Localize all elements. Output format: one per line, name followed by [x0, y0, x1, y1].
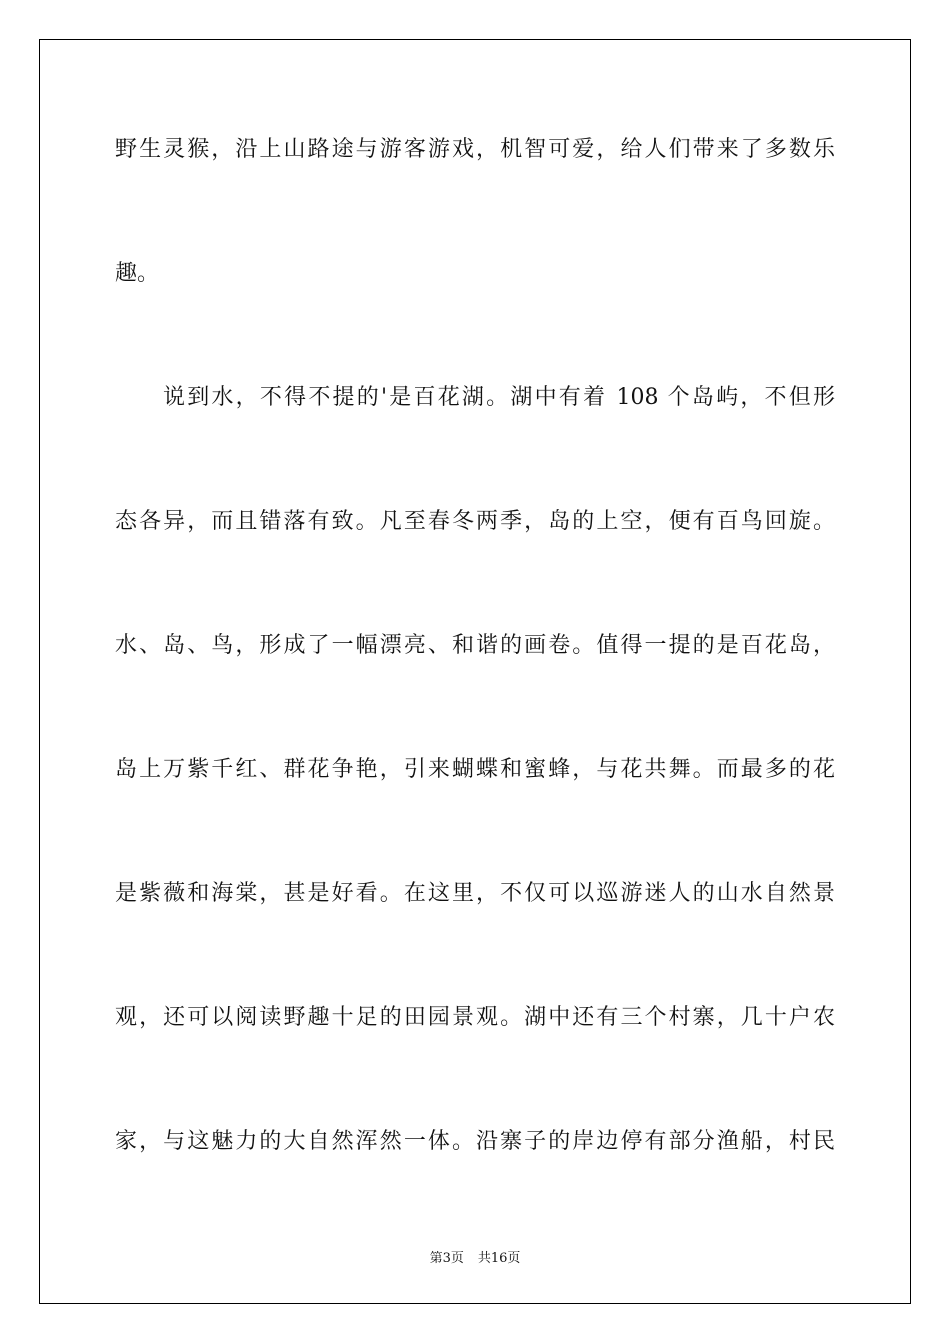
page-border: [39, 39, 911, 1304]
text-line-3: 说到水，不得不提的'是百花湖。湖中有着 108 个岛屿，不但形: [163, 385, 835, 410]
text-line-8: 观，还可以阅读野趣十足的田园景观。湖中还有三个村寨，几十户农: [115, 1005, 835, 1030]
text-line-1: 野生灵猴，沿上山路途与游客游戏，机智可爱，给人们带来了多数乐: [115, 137, 835, 162]
text-line-7: 是紫薇和海棠，甚是好看。在这里，不仅可以巡游迷人的山水自然景: [115, 881, 835, 906]
text-line-5: 水、岛、鸟，形成了一幅漂亮、和谐的画卷。值得一提的是百花岛，: [115, 633, 835, 658]
text-line-2: 趣。: [115, 261, 160, 286]
text-line-6: 岛上万紫千红、群花争艳，引来蝴蝶和蜜蜂，与花共舞。而最多的花: [115, 757, 835, 782]
text-line-9: 家，与这魅力的大自然浑然一体。沿寨子的岸边停有部分渔船，村民: [115, 1129, 835, 1154]
text-line-4: 态各异，而且错落有致。凡至春冬两季，岛的上空，便有百鸟回旋。: [115, 509, 835, 534]
total-pages-label: 共16页: [477, 1251, 521, 1266]
current-page-label: 第3页: [429, 1251, 464, 1266]
page-footer: [0, 1247, 950, 1266]
